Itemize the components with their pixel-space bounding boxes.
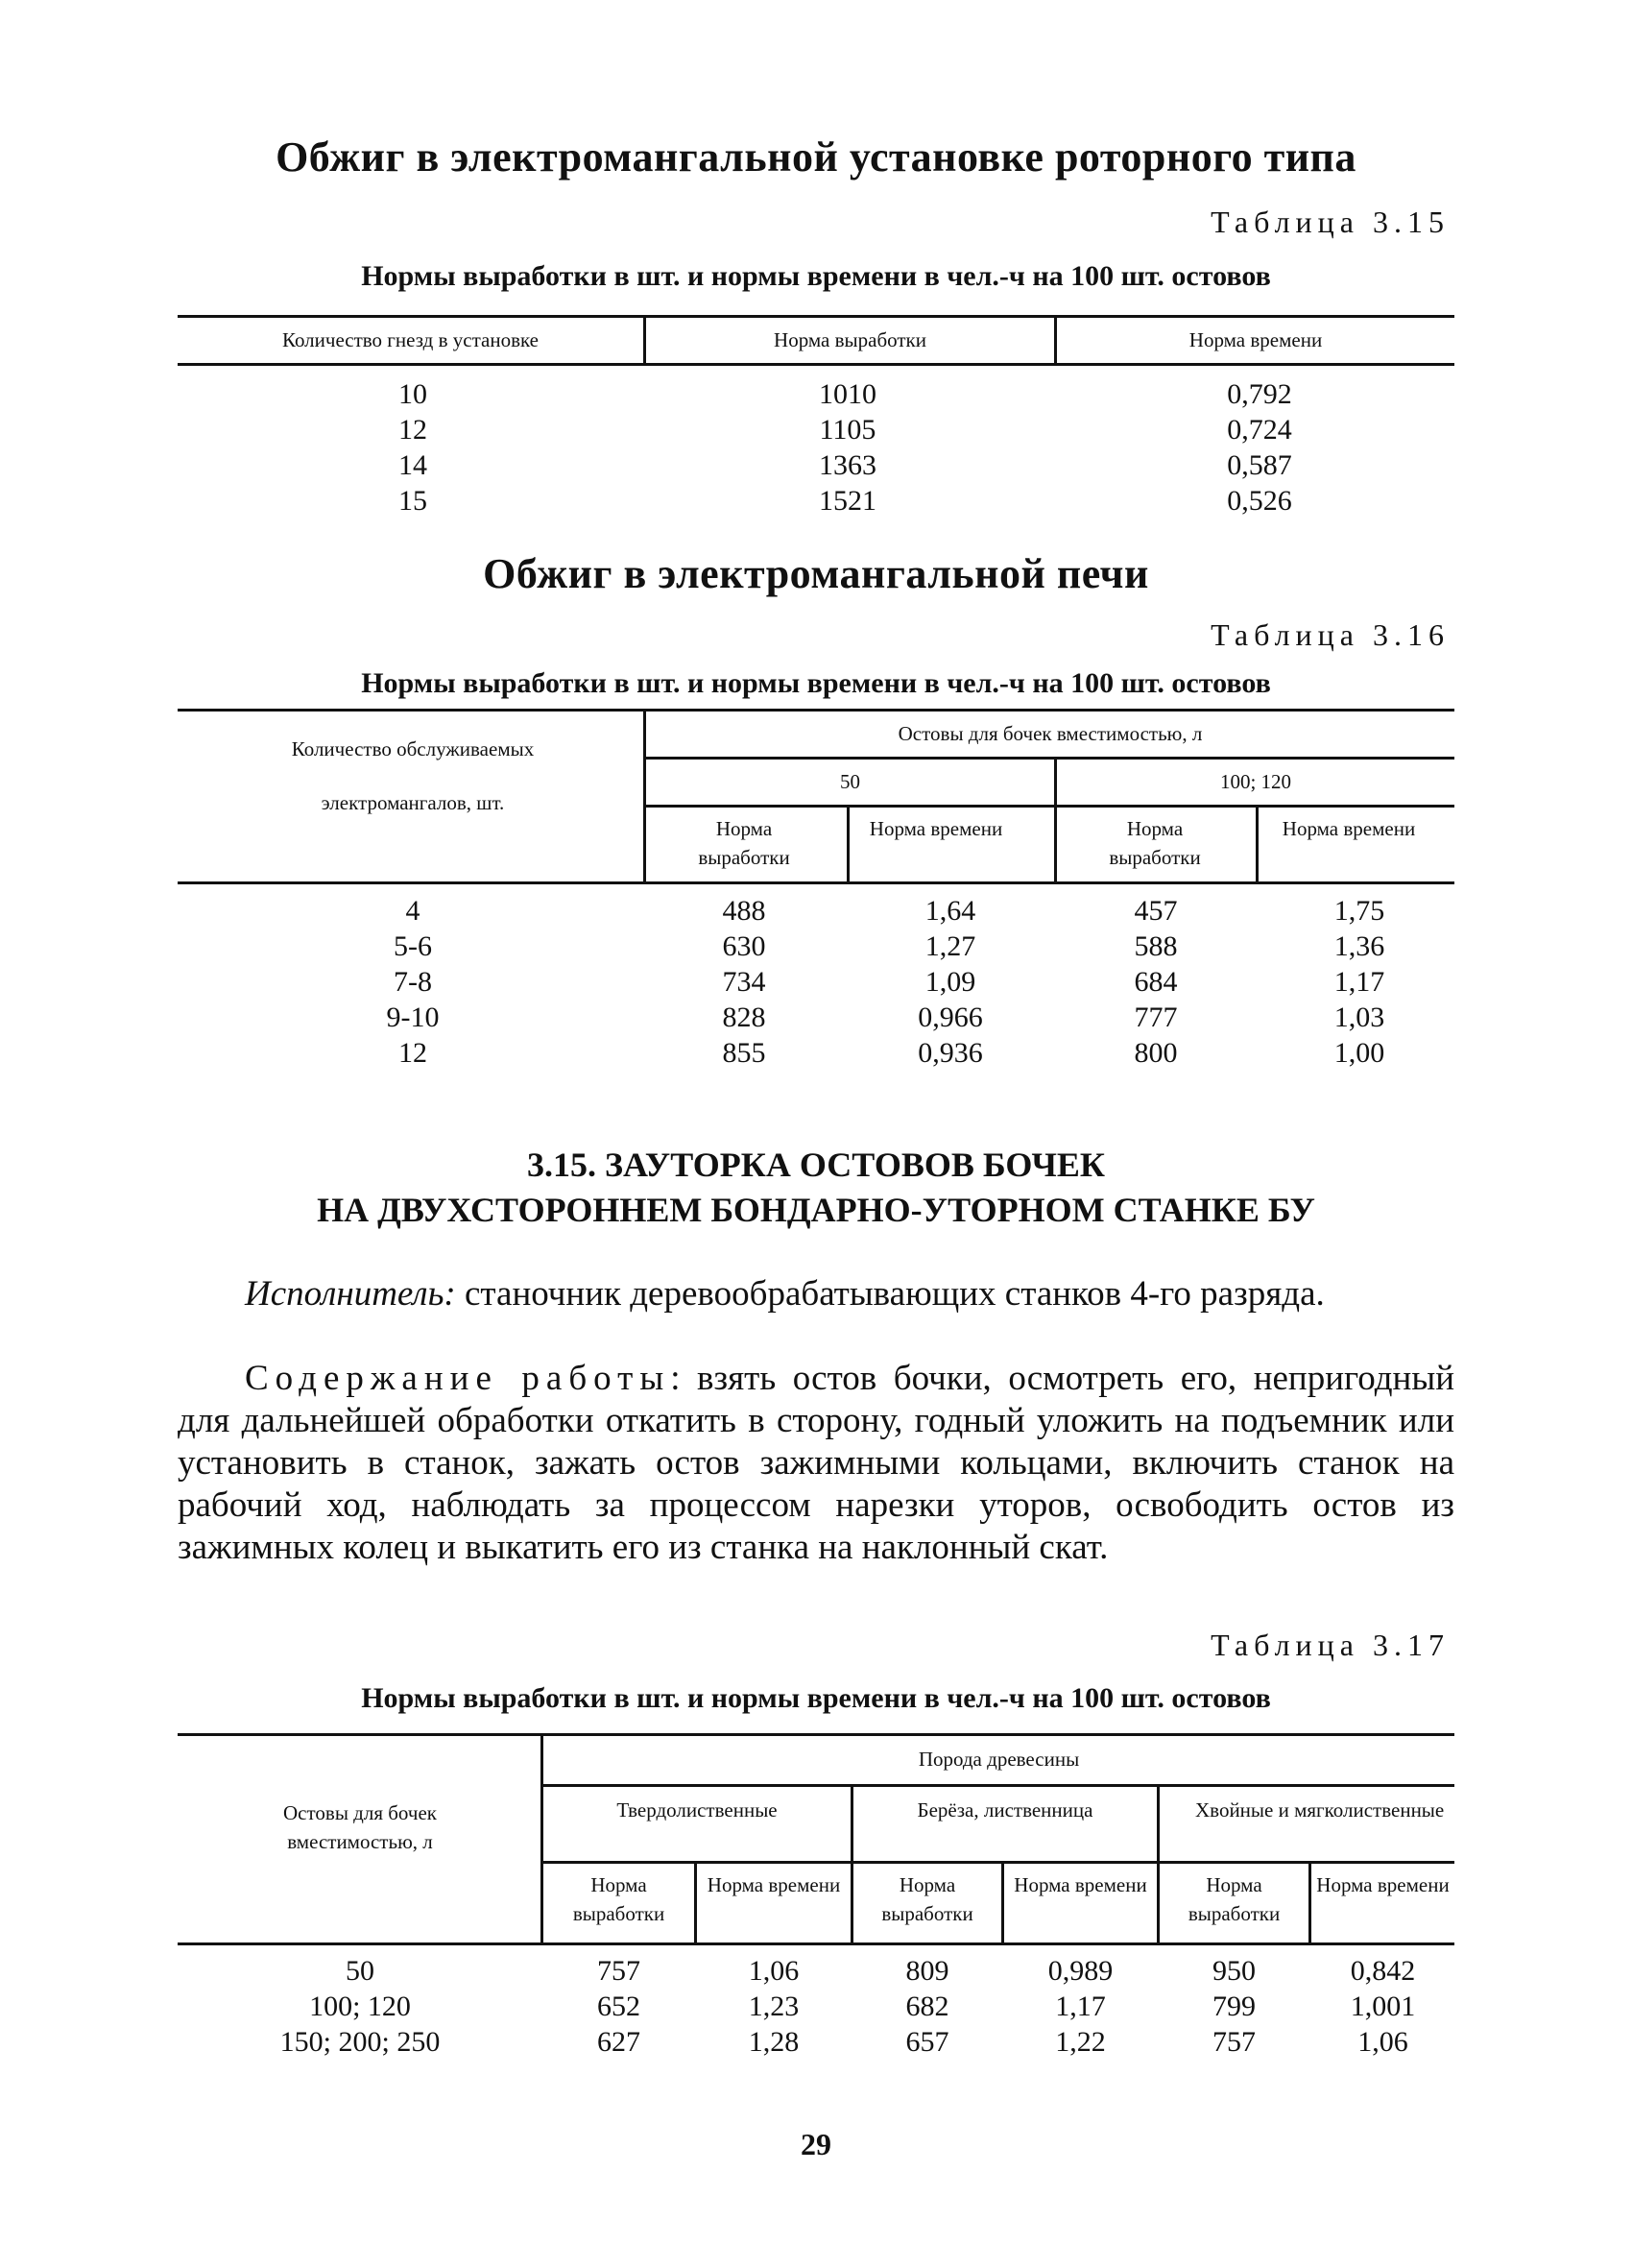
table-cell: 1521 — [819, 485, 876, 517]
table-caption-3-17: Нормы выработки в шт. и нормы времени в чел.-ч на 100 шт. остовов — [361, 1682, 1271, 1714]
norm-output-header: Норма выработки — [881, 1873, 973, 1925]
table-rule — [643, 805, 1454, 808]
norm-time-header: Норма времени — [869, 817, 1003, 840]
wood-soft-header: Хвойные и мягколиственные — [1195, 1798, 1445, 1822]
section-heading-rotary: Обжиг в электромангальной установке роторного типа — [276, 133, 1356, 181]
table-cell: 809 — [905, 1955, 949, 1987]
table-cell: 50 — [346, 1955, 374, 1987]
table-rule — [178, 315, 1454, 318]
table-cell: 1,28 — [748, 2026, 800, 2058]
content-text: : взять остов бочки, осмотреть его, непригодный для дальнейшей обработки откатить в сторону, годный уложить на подъемник или установить в станок, зажать остов зажимными кольцами, включить станок на рабочий ход, наблюдать за процессом нарезки уторов, освободить остов из зажимных колец и выкатить его из станка на наклонный скат. — [178, 1359, 1454, 1567]
table-rule — [178, 709, 1454, 712]
table-cell: 1,09 — [924, 966, 976, 998]
table-cell: 1,64 — [924, 895, 976, 927]
table-cell: 828 — [722, 1001, 766, 1033]
table-cell: 0,587 — [1227, 449, 1292, 481]
table-column — [1004, 1953, 1157, 2060]
table-column — [648, 893, 840, 1071]
table-cell: 777 — [1134, 1001, 1178, 1033]
table-cell: 0,792 — [1227, 378, 1292, 410]
norm-time-header: Норма времени — [1316, 1873, 1450, 1896]
table-cell: 100; 120 — [309, 1991, 411, 2022]
sub-header-100: 100; 120 — [1219, 770, 1292, 793]
table-cell: 657 — [905, 2026, 949, 2058]
sub-header-50: 50 — [840, 770, 860, 793]
table-cell: 684 — [1134, 966, 1178, 998]
norm-time-header: Норма времени — [1014, 1873, 1147, 1896]
norm-output-header: Норма выработки — [1188, 1873, 1281, 1925]
table-cell: 1,03 — [1333, 1001, 1385, 1033]
table-rule — [178, 1733, 1454, 1736]
table-cell: 855 — [722, 1037, 766, 1069]
table-column — [1263, 893, 1455, 1071]
column-header: Норма времени — [1188, 328, 1323, 351]
column-header: Количество гнезд в установке — [281, 328, 539, 351]
table-cell: 682 — [905, 1991, 949, 2022]
section-heading-furnace: Обжиг в электромангальной печи — [483, 550, 1149, 597]
table-rule — [178, 1942, 1454, 1945]
table-cell: 1,17 — [1333, 966, 1385, 998]
column-group-header: Остовы для бочек вместимостью, л — [898, 722, 1203, 745]
table-column — [854, 893, 1046, 1071]
table-cell: 1,00 — [1333, 1037, 1385, 1069]
performer-label: Исполнитель: — [245, 1274, 456, 1314]
table-cell: 652 — [597, 1991, 640, 2022]
table-rule — [540, 1861, 1454, 1864]
column-divider — [847, 807, 850, 881]
norm-time-header: Норма времени — [707, 1873, 841, 1896]
table-cell: 0,966 — [918, 1001, 983, 1033]
table-cell: 14 — [398, 449, 427, 481]
table-cell: 7-8 — [394, 966, 432, 998]
table-cell: 1,06 — [1357, 2026, 1408, 2058]
table-cell: 9-10 — [386, 1001, 440, 1033]
column-header: Норма выработки — [774, 328, 926, 351]
table-caption-3-15: Нормы выработки в шт. и нормы времени в чел.-ч на 100 шт. остовов — [361, 260, 1271, 292]
table-cell: 0,724 — [1227, 414, 1292, 446]
table-cell: 630 — [722, 930, 766, 962]
table-cell: 0,936 — [918, 1037, 983, 1069]
table-cell: 0,989 — [1047, 1955, 1114, 1987]
table-cell: 1105 — [819, 414, 876, 446]
wood-hard-header: Твердолиственные — [616, 1798, 778, 1822]
table-cell: 12 — [398, 1037, 427, 1069]
table-column — [853, 1953, 1001, 2060]
table-column — [543, 1953, 694, 2060]
section-title-line1: 3.15. ЗАУТОРКА ОСТОВОВ БОЧЕК — [526, 1146, 1106, 1184]
page-number: 29 — [801, 2127, 831, 2161]
table-cell: 1,27 — [924, 930, 976, 962]
table-column — [1060, 893, 1252, 1071]
table-cell: 734 — [722, 966, 766, 998]
table-column — [697, 1953, 851, 2060]
table-cell: 1,36 — [1333, 930, 1385, 962]
table-caption-3-16: Нормы выработки в шт. и нормы времени в чел.-ч на 100 шт. остовов — [361, 667, 1271, 699]
table-rule — [643, 757, 1454, 760]
table-cell: 757 — [1212, 2026, 1256, 2058]
section-title-line2: НА ДВУХСТОРОННЕМ БОНДАРНО-УТОРНОМ СТАНКЕ БУ — [317, 1191, 1315, 1229]
table-column — [221, 1953, 499, 2060]
table-cell: 800 — [1134, 1037, 1178, 1069]
performer-paragraph — [178, 1273, 1454, 1315]
table-label-3-16: Таблица 3.16 — [1211, 617, 1450, 652]
wood-birch-header: Берёза, лиственница — [917, 1798, 1093, 1822]
table-cell: 1,17 — [1055, 1991, 1106, 2022]
norm-output-header: Норма выработки — [572, 1873, 665, 1925]
column-divider — [1256, 807, 1259, 881]
content-paragraph — [178, 1358, 1454, 1569]
table-cell: 4 — [405, 895, 420, 927]
table-cell: 488 — [722, 895, 766, 927]
table-rule — [178, 881, 1454, 884]
table-cell: 1,75 — [1333, 895, 1385, 927]
column-header-left: Остовы для бочек вместимостью, л — [283, 1801, 437, 1853]
content-label: Содержание работы — [245, 1359, 671, 1398]
table-rule — [540, 1784, 1454, 1787]
column-header-left: Количество обслуживаемых электромангалов, шт. — [291, 737, 535, 814]
table-cell: 0,842 — [1350, 1955, 1416, 1987]
table-column — [1164, 376, 1356, 519]
table-cell: 5-6 — [394, 930, 432, 962]
table-cell: 1,06 — [748, 1955, 800, 1987]
table-label-3-15: Таблица 3.15 — [1211, 205, 1450, 239]
table-cell: 950 — [1212, 1955, 1256, 1987]
table-cell: 457 — [1134, 895, 1178, 927]
table-column — [752, 376, 944, 519]
table-cell: 1,22 — [1055, 2026, 1106, 2058]
table-cell: 0,526 — [1227, 485, 1292, 517]
table-column — [317, 376, 509, 519]
table-cell: 12 — [398, 414, 427, 446]
table-cell: 757 — [597, 1955, 640, 1987]
norm-output-header: Норма выработки — [698, 817, 790, 869]
column-group-header: Порода древесины — [918, 1748, 1080, 1771]
table-cell: 150; 200; 250 — [279, 2026, 441, 2058]
table-cell: 627 — [597, 2026, 640, 2058]
table-label-3-17: Таблица 3.17 — [1211, 1628, 1450, 1662]
table-cell: 799 — [1212, 1991, 1256, 2022]
table-cell: 10 — [398, 378, 427, 410]
table-column — [1311, 1953, 1454, 2060]
table-cell: 1010 — [819, 378, 876, 410]
performer-text: станочник деревообрабатывающих станков 4-го разряда. — [464, 1274, 1325, 1314]
table-column — [1160, 1953, 1308, 2060]
norm-output-header: Норма выработки — [1109, 817, 1201, 869]
table-cell: 1363 — [819, 449, 876, 481]
norm-time-header: Норма времени — [1282, 817, 1416, 840]
table-rule — [178, 363, 1454, 366]
table-cell: 588 — [1134, 930, 1178, 962]
table-cell: 1,23 — [748, 1991, 800, 2022]
table-cell: 15 — [398, 485, 427, 517]
table-column — [317, 893, 509, 1071]
table-cell: 1,001 — [1350, 1991, 1416, 2022]
